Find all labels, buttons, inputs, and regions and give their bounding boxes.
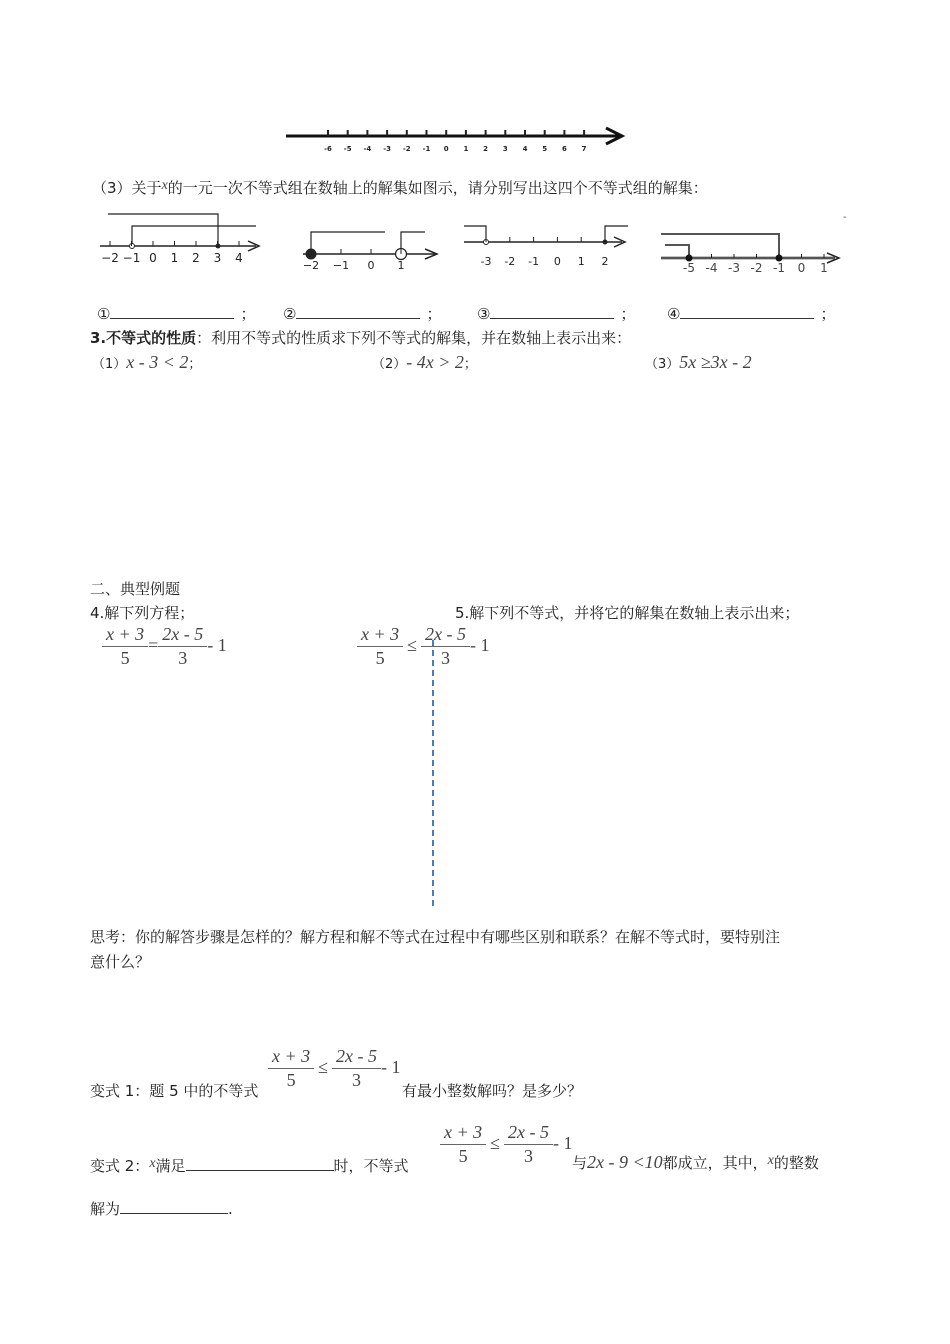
tick-label: 1 [397,259,405,272]
item-2-label: （2） [372,357,407,372]
q3-text-after: 的一元一次不等式组在数轴上的解集如图示，请分别写出这四个不等式组的解集： [167,179,708,197]
tick-label: 4 [522,145,528,153]
tick-label: 0 [149,251,157,265]
v1-num1: x + 3 [268,1046,314,1069]
v2-text3: 与 [572,1154,588,1172]
svg-text:-: - [843,212,847,223]
tick-label: 0 [797,261,806,275]
tick-label: 1 [820,261,828,275]
v1-tail: - 1 [381,1057,401,1077]
section3-heading [90,327,631,348]
tick-label: -3 [383,145,391,153]
eq4-den2: 3 [178,648,188,668]
v1-num2: 2x - 5 [332,1046,381,1069]
eq5-frac-1 [357,624,403,669]
section3-title: 不等式的性质 [106,329,197,347]
eq5-frac-2 [421,624,470,669]
v2-text1: 满足 [155,1157,186,1175]
v2-text4: 都成立，其中， [662,1154,768,1172]
tick-label: -6 [324,145,332,153]
item-2-sep: ； [463,357,477,372]
tick-label: -2 [504,255,516,268]
variant1-expr [268,1046,401,1091]
tick-label: -4 [363,145,372,153]
variant2-expr [440,1122,573,1167]
tick-label: -5 [683,261,695,275]
q5-text: 5.解下列不等式，并将它的解集在数轴上表示出来； [455,604,800,622]
answer-3-blank[interactable] [490,304,614,319]
section3-item-2 [372,352,477,373]
tick-label: -5 [343,145,352,153]
answer-2 [283,303,441,324]
answer-2-num: ② [283,305,297,323]
item-3-expr: 5x ≥3x - 2 [679,352,752,372]
v2-text2: 时，不等式 [333,1157,409,1175]
tick-label: 5 [542,145,548,153]
variant2-line-2 [90,1198,233,1219]
v2-label: 变式 2： [90,1157,150,1175]
tick-label: 1 [463,145,469,153]
q3-var: x [161,178,168,193]
v2-num2: 2x - 5 [504,1122,553,1145]
tick-label: 1 [170,251,179,265]
answer-4-num: ④ [667,305,681,323]
v2-frac-1 [440,1122,486,1167]
tick-label: 0 [443,145,449,153]
answer-2-sep: ； [426,305,442,323]
v2-op: ≤ [490,1133,501,1153]
v2-blank-2[interactable] [120,1199,228,1214]
item-3-label: （3） [645,357,680,372]
answer-4-sep: ； [820,305,836,323]
tick-label: -1 [773,261,785,275]
v1-den1: 5 [286,1070,296,1090]
number-line-diagram-1 [96,206,276,272]
eq4-frac-1 [102,624,148,669]
tick-label: 2 [601,255,609,268]
q3-text-before: 关于 [131,179,162,197]
tick-label: -3 [728,261,740,275]
section2-heading: 二、典型例题 [90,580,181,598]
v2-var: x [149,1156,156,1171]
v1-den2: 3 [352,1070,362,1090]
answer-3 [477,303,635,324]
v2-line2: 解为 [90,1200,121,1218]
number-line-diagram-3 [460,220,640,272]
tick-label: 2 [192,251,200,265]
v2-var-2: x [767,1153,774,1168]
tick-label: −1 [332,259,350,272]
tick-label: -3 [480,255,492,268]
v2-tail: - 1 [553,1133,573,1153]
eq5-num1: x + 3 [357,624,403,647]
tick-label: 3 [213,251,222,265]
answer-1 [97,303,255,324]
eq5-den1: 5 [375,648,385,668]
item-1-sep: ； [188,357,202,372]
variant1-suffix: 有最小整数解吗？是多少？ [402,1082,583,1100]
tick-label: -1 [422,145,431,153]
variant2-line-1 [90,1155,409,1176]
eq4-op: = [148,635,159,655]
tick-label: 4 [235,251,243,265]
item-2-expr: - 4x > 2 [406,352,464,372]
v2-text5: 的整数 [773,1154,819,1172]
tick-label: 7 [581,145,587,153]
variant1-label: 变式 1：题 5 中的不等式 [90,1082,259,1100]
v2-blank-1[interactable] [186,1156,334,1171]
v2-den2: 3 [524,1146,534,1166]
v1-frac-2 [332,1046,381,1091]
eq5-den2: 3 [441,648,451,668]
q3-text [92,177,708,198]
tick-label: 2 [483,145,489,153]
eq4-tail: - 1 [207,635,227,655]
eq5-num2: 2x - 5 [421,624,470,647]
v1-op: ≤ [318,1057,329,1077]
think-line-2: 意什么？ [90,953,151,971]
eq4-num2: 2x - 5 [158,624,207,647]
tick-label: 3 [502,145,508,153]
tick-label: -2 [750,261,763,275]
section3-num: 3. [90,329,107,347]
answer-1-sep: ； [240,305,256,323]
section3-item-3 [645,352,752,373]
answer-2-blank[interactable] [296,304,420,319]
item-1-expr: x - 3 < 2 [126,352,189,372]
eq5-op: ≤ [407,635,418,655]
think-line-1: 思考：你的解答步骤是怎样的？解方程和解不等式在过程中有哪些区别和联系？在解不等式时，要特别注 [90,928,781,946]
answer-3-num: ③ [477,305,491,323]
tick-label: 0 [553,255,561,268]
v2-num1: x + 3 [440,1122,486,1145]
q3-label: （3） [92,179,132,197]
section3-item-1 [92,352,201,373]
eq4-den1: 5 [120,648,130,668]
tick-label: −2 [101,251,119,265]
eq4-frac-2 [158,624,207,669]
tick-label: -1 [528,255,540,268]
v2-end: . [228,1200,233,1218]
item-1-label: （1） [92,357,127,372]
tick-label: −2 [302,259,320,272]
eq5 [357,624,490,669]
tick-label: −1 [122,251,141,265]
tick-label: -2 [402,145,411,153]
tick-label: 1 [577,255,585,268]
variant2-line-1b [572,1152,819,1173]
q4-text: 4.解下列方程； [90,604,195,622]
tick-label: -4 [705,261,718,275]
v2-den1: 5 [458,1146,468,1166]
tick-label: 6 [561,145,567,153]
eq4-num1: x + 3 [102,624,148,647]
top-number-line [280,120,630,160]
tick-label: 0 [367,259,375,272]
dashed-divider [432,640,434,906]
v2-frac-2 [504,1122,553,1167]
number-line-diagram-2 [295,222,445,276]
v2-expr2: 2x - 9 <10 [587,1152,663,1172]
section3-text: ：利用不等式的性质求下列不等式的解集，并在数轴上表示出来： [196,329,632,347]
v1-frac-1 [268,1046,314,1091]
answer-1-blank[interactable] [110,304,234,319]
answer-3-sep: ； [620,305,636,323]
answer-4-blank[interactable] [680,304,814,319]
answer-4 [667,303,835,324]
number-line-diagram-4 [655,212,850,276]
eq5-tail: - 1 [470,635,490,655]
eq4 [102,624,227,669]
answer-1-num: ① [97,305,111,323]
